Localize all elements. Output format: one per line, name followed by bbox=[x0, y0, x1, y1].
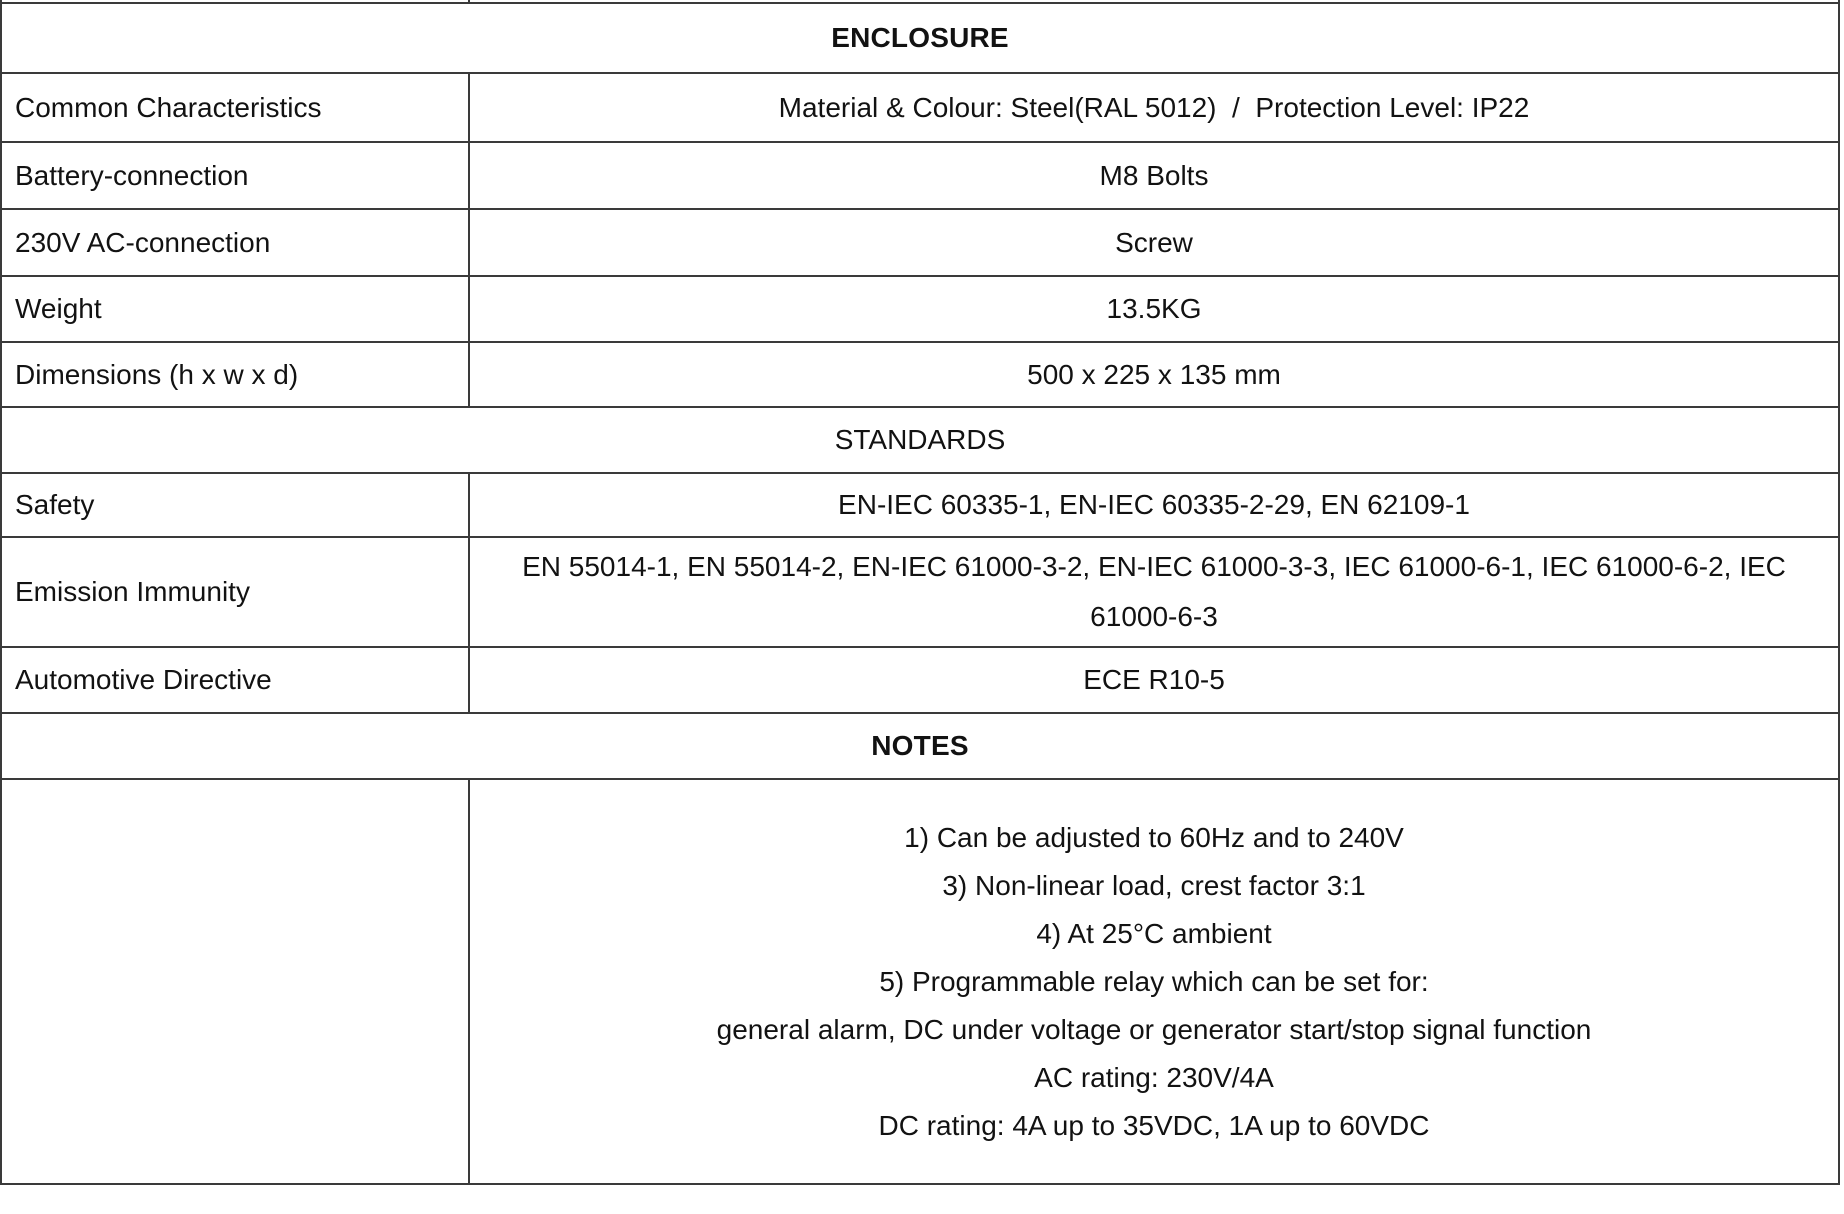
section-header-enclosure: ENCLOSURE bbox=[1, 3, 1839, 73]
row-label: Automotive Directive bbox=[1, 647, 469, 713]
section-header-row-enclosure bbox=[1, 3, 1839, 73]
row-value: ECE R10-5 bbox=[469, 647, 1839, 713]
row-label: Dimensions (h x w x d) bbox=[1, 342, 469, 407]
row-label: Battery-connection bbox=[1, 142, 469, 209]
row-value: Screw bbox=[469, 209, 1839, 276]
table-row bbox=[1, 342, 1839, 407]
row-value: M8 Bolts bbox=[469, 142, 1839, 209]
note-line: DC rating: 4A up to 35VDC, 1A up to 60VDC bbox=[878, 1109, 1430, 1141]
table-row bbox=[1, 73, 1839, 142]
notes-row bbox=[1, 779, 1839, 1184]
notes-empty-label-cell bbox=[1, 779, 469, 1184]
table-row bbox=[1, 142, 1839, 209]
table-row bbox=[1, 473, 1839, 537]
note-line: 1) Can be adjusted to 60Hz and to 240V bbox=[904, 821, 1404, 853]
table-row bbox=[1, 209, 1839, 276]
row-value: EN 55014-1, EN 55014-2, EN-IEC 61000-3-2, EN-IEC 61000-3-3, IEC 61000-6-1, IEC 61000-6-2, IEC 61000-6-3 bbox=[469, 537, 1839, 647]
row-label: Weight bbox=[1, 276, 469, 342]
note-line: AC rating: 230V/4A bbox=[1034, 1061, 1274, 1093]
table-row bbox=[1, 537, 1839, 647]
table-row bbox=[1, 276, 1839, 342]
note-line: 3) Non-linear load, crest factor 3:1 bbox=[942, 869, 1366, 901]
table-row bbox=[1, 647, 1839, 713]
row-value: 500 x 225 x 135 mm bbox=[469, 342, 1839, 407]
section-header-row-standards bbox=[1, 407, 1839, 473]
note-line: general alarm, DC under voltage or generator start/stop signal function bbox=[716, 1013, 1592, 1045]
note-line: 5) Programmable relay which can be set for: bbox=[879, 965, 1429, 997]
section-header-row-notes bbox=[1, 713, 1839, 779]
row-value: EN-IEC 60335-1, EN-IEC 60335-2-29, EN 62109-1 bbox=[469, 473, 1839, 537]
row-label: Safety bbox=[1, 473, 469, 537]
row-label: Common Characteristics bbox=[1, 73, 469, 142]
row-label: Emission Immunity bbox=[1, 537, 469, 647]
row-label: 230V AC-connection bbox=[1, 209, 469, 276]
note-line: 4) At 25°C ambient bbox=[1036, 917, 1272, 949]
section-header-notes: NOTES bbox=[1, 713, 1839, 779]
row-value: 13.5KG bbox=[469, 276, 1839, 342]
section-header-standards: STANDARDS bbox=[1, 407, 1839, 473]
notes-cell bbox=[469, 779, 1839, 1184]
row-value: Material & Colour: Steel(RAL 5012) / Protection Level: IP22 bbox=[469, 73, 1839, 142]
